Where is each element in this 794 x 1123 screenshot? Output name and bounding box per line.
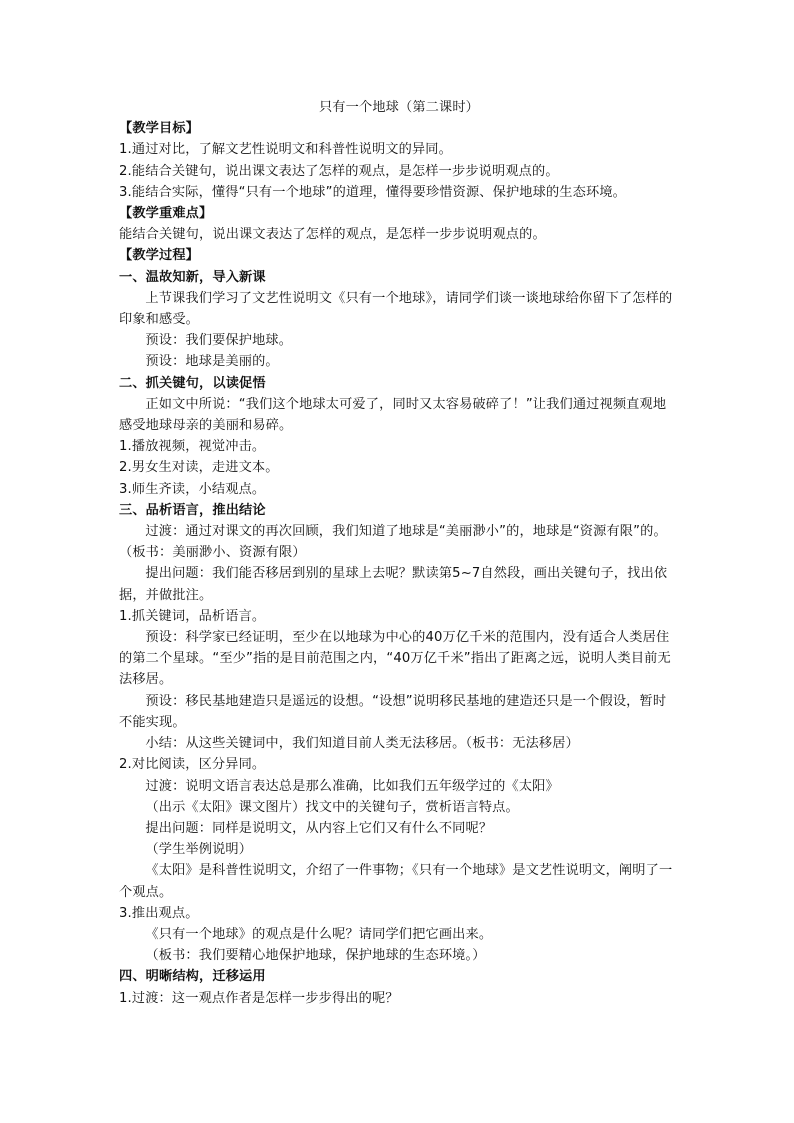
part4-heading: 四、明晰结构，迁移运用	[119, 969, 266, 985]
part3-step-2-compare: 《太阳》是科普性说明文，介绍了一件事物；《只有一个地球》是文艺性说明文，阐明了一个观点。	[119, 863, 673, 900]
part3-step-3-board: （板书：我们要精心地保护地球，保护地球的生态环境。）	[145, 948, 486, 964]
part2-heading: 二、抓关键句，以读促悟	[119, 375, 266, 391]
part2-item-3: 3.师生齐读，小结观点。	[119, 481, 266, 497]
part2-item-1: 1.播放视频，视觉冲击。	[119, 439, 266, 455]
document-page	[119, 97, 679, 1009]
part1-paragraph-1: 上节课我们学习了文艺性说明文《只有一个地球》，请同学们谈一谈地球给你留下了怎样的印象和感受。	[119, 290, 673, 328]
part2-paragraph-1: 正如文中所说：“我们这个地球太可爱了，同时又太容易破碎了！”让我们通过视频直观地感受地球母亲的美丽和易碎。	[119, 396, 667, 434]
process-heading: 【教学过程】	[119, 248, 200, 264]
goals-heading: 【教学目标】	[119, 121, 200, 137]
part3-step-3-viewpoint: 《只有一个地球》的观点是什么呢？请同学们把它画出来。	[145, 926, 493, 942]
part1-preset-2: 预设：地球是美丽的。	[145, 354, 279, 370]
document-title: 只有一个地球（第二课时）	[318, 100, 480, 115]
part3-step-2-question: 提出问题：同样是说明文，从内容上它们又有什么不同呢？	[145, 820, 493, 836]
part3-step-1: 1.抓关键词，品析语言。	[119, 608, 266, 624]
part1-preset-1: 预设：我们要保护地球。	[145, 333, 293, 349]
part3-transition: 过渡：通过对课文的再次回顾，我们知道了地球是“美丽渺小”的，地球是“资源有限”的。（板书：美丽渺小、资源有限）	[119, 524, 667, 561]
part3-step-2-example: （学生举例说明）	[145, 842, 253, 858]
goal-item-1: 1.通过对比，了解文艺性说明文和科普性说明文的异同。	[119, 142, 452, 158]
part3-step-1-summary: 小结：从这些关键词中，我们知道目前人类无法移居。（板书：无法移居）	[145, 736, 579, 752]
part2-item-2: 2.男女生对读，走进文本。	[119, 460, 279, 476]
part3-step-1-preset-1: 预设：科学家已经证明，至少在以地球为中心的40万亿千米的范围内，没有适合人类居住的第二个星球。“至少”指的是目前范围之内，“40万亿千米”指出了距离之远，说明人类目前无法移居。	[119, 630, 671, 688]
part3-step-2: 2.对比阅读，区分异同。	[119, 757, 266, 773]
part1-heading: 一、温故知新，导入新课	[119, 269, 266, 285]
goal-item-3: 3.能结合实际，懂得“只有一个地球”的道理，懂得要珍惜资源、保护地球的生态环境。	[119, 184, 626, 200]
goal-item-2: 2.能结合关键句，说出课文表达了怎样的观点，是怎样一步步说明观点的。	[119, 163, 559, 179]
part3-step-2-transition: 过渡：说明文语言表达总是那么准确，比如我们五年级学过的《太阳》	[145, 778, 559, 794]
part3-step-1-preset-2: 预设：移民基地建造只是遥远的设想。“设想”说明移民基地的建造还只是一个假设，暂时不能实现。	[119, 693, 667, 730]
part3-heading: 三、品析语言，推出结论	[119, 502, 266, 518]
part3-question: 提出问题：我们能否移居到别的星球上去呢？默读第5~7自然段，画出关键句子，找出依据，并做批注。	[119, 566, 668, 603]
part3-step-3: 3.推出观点。	[119, 905, 199, 921]
key-points-text: 能结合关键句，说出课文表达了怎样的观点，是怎样一步步说明观点的。	[119, 227, 546, 243]
key-points-heading: 【教学重难点】	[119, 206, 213, 222]
part4-transition: 1.过渡：这一观点作者是怎样一步步得出的呢？	[119, 990, 399, 1006]
part3-step-2-show: （出示《太阳》课文图片）找文中的关键句子，赏析语言特点。	[145, 799, 519, 815]
